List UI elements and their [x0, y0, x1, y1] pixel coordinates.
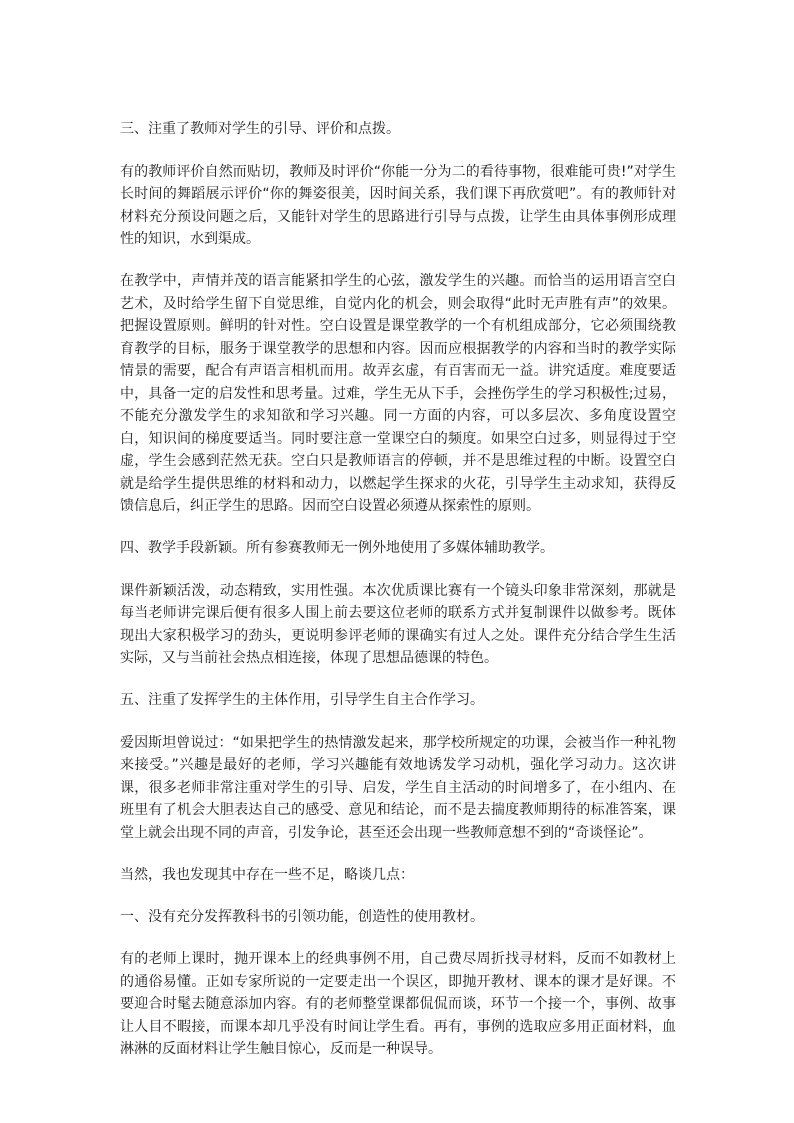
- paragraph-teacher-evaluation: 有的教师评价自然而贴切，教师及时评价“你能一分为二的看待事物，很难能可贵!”对学生长时间的舞蹈展示评价“你的舞姿很美，因时间关系，我们课下再欣赏吧”。有的教师针对材料充分预设问题之后，又能针对学生的思路进行引导与点拨，让学生由具体事例形成理性的知识，水到渠成。: [120, 163, 676, 247]
- shortcoming-heading-1: 一、没有充分发挥教科书的引领功能，创造性的使用教材。: [120, 908, 484, 925]
- paragraph-courseware: 课件新颖活泼，动态精致，实用性强。本次优质课比赛有一个镜头印象非常深刻，那就是每当老师讲完课后便有很多人围上前去要这位老师的联系方式并复制课件以做参考。既体现出大家积极学习的劲头，更说明参评老师的课确实有过人之处。课件充分结合学生生活实际，又与当前社会热点相连接，体现了思想品德课的特色。: [120, 582, 676, 666]
- document-body: [120, 118, 676, 1080]
- paragraph-shortcomings-intro: 当然，我也发现其中存在一些不足，略谈几点：: [120, 866, 414, 883]
- section-heading-5: 五、注重了发挥学生的主体作用，引导学生自主合作学习。: [120, 692, 484, 708]
- section-heading-3: 三、注重了教师对学生的引导、评价和点拨。: [120, 121, 400, 137]
- paragraph-language-blank-art: 在教学中，声情并茂的语言能紧扣学生的心弦，激发学生的兴趣。而恰当的运用语言空白艺术，及时给学生留下自觉思维，自觉内化的机会，则会取得“此时无声胜有声”的效果。把握设置原则。鲜明的针对性。空白设置是课堂教学的一个有机组成部分，它必须围绕教育教学的目标，服务于课堂教学的思想和内容。因而应根据教学的内容和当时的教学实际情景的需要，配合有声语言相机而用。故弄玄虚，有百害而无一益。讲究适度。难度要适中，具备一定的启发性和思考量。过难，学生无从下手，会挫伤学生的学习积极性;过易，不能充分激发学生的求知欲和学习兴趣。同一方面的内容，可以多层次、多角度设置空白，知识间的梯度要适当。同时要注意一堂课空白的频度。如果空白过多，则显得过于空虚，学生会感到茫然无获。空白只是教师语言的停顿，并不是思维过程的中断。设置空白就是给学生提供思维的材料和动力，以燃起学生探求的火花，引导学生主动求知，获得反馈信息后，纠正学生的思路。因而空白设置必须遵从探索性的原则。: [120, 273, 676, 514]
- section-heading-4: 四、教学手段新颖。所有参赛教师无一例外地使用了多媒体辅助教学。: [120, 540, 554, 556]
- paragraph-student-subject: 爱因斯坦曾说过：“如果把学生的热情激发起来，那学校所规定的功课，会被当作一种礼物来接受。”兴趣是最好的老师，学习兴趣能有效地诱发学习动机，强化学习动力。这次讲课，很多老师非常注重对学生的引导、启发，学生自主活动的时间增多了，在小组内、在班里有了机会大胆表达自己的感受、意见和结论，而不是去揣度教师期待的标准答案，课堂上就会出现不同的声音，引发争论，甚至还会出现一些教师意想不到的“奇谈怪论”。: [120, 734, 676, 841]
- paragraph-textbook-use: 有的老师上课时，抛开课本上的经典事例不用，自己费尽周折找寻材料，反而不如教材上的通俗易懂。正如专家所说的一定要走出一个误区，即抛开教材、课本的课才是好课。不要迎合时髦去随意添加内容。有的老师整堂课都侃侃而谈，环节一个接一个，事例、故事让人目不暇接，而课本却几乎没有时间让学生看。再有，事例的选取应多用正面材料，血淋淋的反面材料让学生触目惊心，反而是一种误导。: [120, 951, 676, 1057]
